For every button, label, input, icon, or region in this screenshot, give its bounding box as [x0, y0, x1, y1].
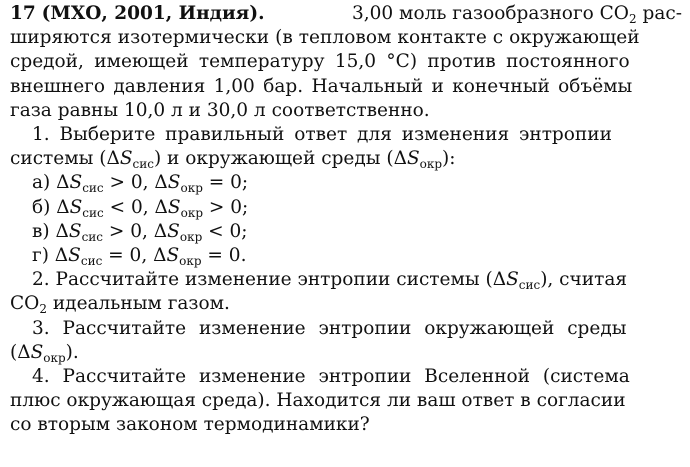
problem-source: (МХО, 2001, Индия).	[41, 3, 265, 24]
problem-number: 17	[10, 3, 36, 24]
statement-line-1	[10, 2, 682, 26]
statement-line-5: газа равны 10,0 л и 30,0 л соответственно.	[10, 99, 430, 121]
problem-text	[10, 2, 682, 438]
answer-option-c: в) $\Delta S_{сис} > 0$, $\Delta S_{окр} < 0$;	[32, 220, 248, 244]
statement-line-2: ширяются изотермически (в тепловом контакте с окружающей	[10, 27, 640, 49]
question-2-line-1: 2. Рассчитайте изменение энтропии системы $(\Delta S_{сис})$, считая	[32, 269, 628, 293]
question-3-line-1: 3. Рассчитайте изменение энтропии окружающей среды	[32, 317, 627, 339]
question-2-line-2: $CO_2$ идеальным газом.	[10, 293, 230, 317]
question-4-line-1: 4. Рассчитайте изменение энтропии Вселенной (система	[32, 366, 630, 388]
problem-heading	[10, 2, 265, 26]
statement-line-3: средой, имеющей температуру 15,0 °C) против постоянного	[10, 51, 630, 73]
question-1-line-2: системы $(\Delta S_{сис})$ и окружающей среды $(\Delta S_{окр})$:	[10, 148, 456, 172]
question-3-line-2: $(\Delta S_{окр})$.	[10, 341, 79, 365]
question-4-line-2: плюс окружающая среда). Находится ли ваш ответ в согласии	[10, 390, 626, 412]
question-1-line-1: 1. Выберите правильный ответ для изменения энтропии	[32, 124, 612, 146]
answer-option-d: г) $\Delta S_{сис} = 0$, $\Delta S_{окр} = 0$.	[32, 245, 247, 269]
question-4-line-3: со вторым законом термодинамики?	[10, 414, 370, 436]
statement-text-start: 3,00 моль газообразного $CO_2$ рас-	[351, 3, 682, 26]
statement-line-4: внешнего давления 1,00 бар. Начальный и конечный объёмы	[10, 75, 633, 97]
answer-option-a: а) $\Delta S_{сис} > 0$, $\Delta S_{окр} = 0$;	[32, 172, 249, 196]
answer-option-b: б) $\Delta S_{сис} < 0$, $\Delta S_{окр} > 0$;	[32, 196, 249, 220]
